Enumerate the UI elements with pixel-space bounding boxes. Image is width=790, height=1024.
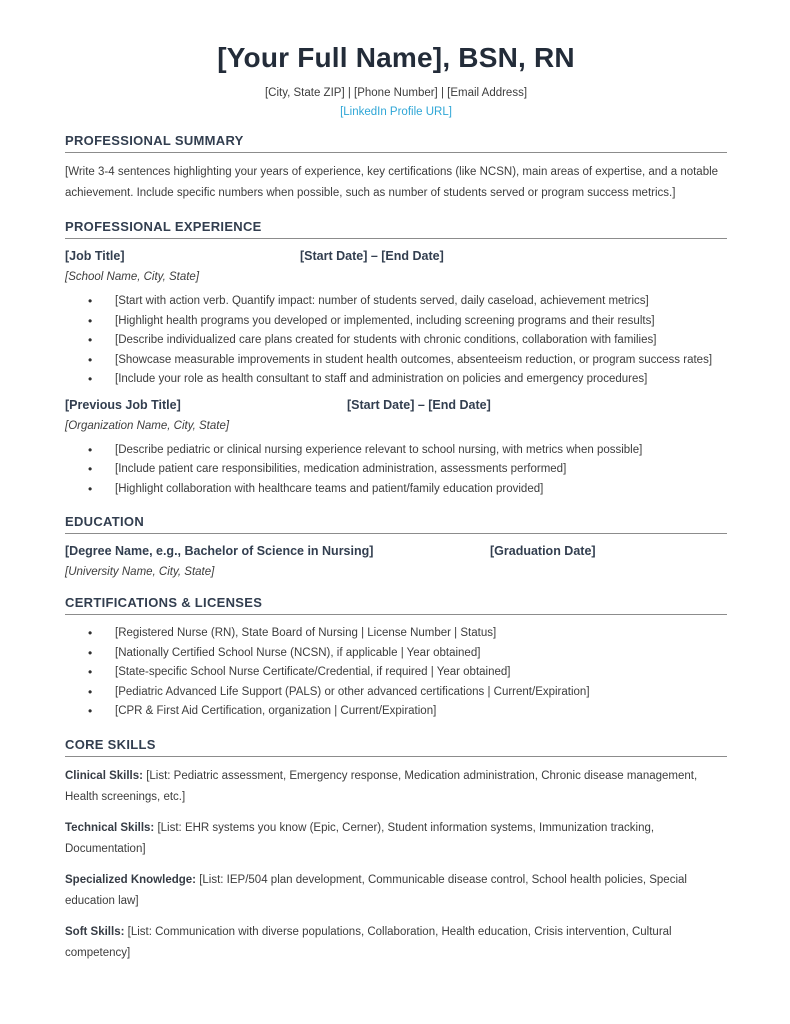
skill-text-clinical: [List: Pediatric assessment, Emergency response, Medication administration, Chronic disease management, Health screenings, etc.] bbox=[65, 769, 698, 803]
education-degree: [Degree Name, e.g., Bachelor of Science in Nursing] bbox=[65, 544, 374, 558]
linkedin-line bbox=[65, 106, 727, 118]
contact-line: [City, State ZIP] | [Phone Number] | [Email Address] bbox=[264, 87, 528, 99]
job-dates-1: [Start Date] – [End Date] bbox=[300, 249, 444, 263]
bullet-item: • [Include patient care responsibilities, medication administration, assessments performed] bbox=[115, 460, 727, 480]
section-heading-professional-summary: PROFESSIONAL SUMMARY bbox=[65, 133, 727, 153]
bullet-item: • [Highlight collaboration with healthcare teams and patient/family education provided] bbox=[115, 480, 727, 500]
section-heading-certifications: CERTIFICATIONS & LICENSES bbox=[65, 595, 727, 615]
linkedin-profile-link[interactable]: [LinkedIn Profile URL] bbox=[340, 106, 452, 118]
skill-text-technical: [List: EHR systems you know (Epic, Cerner), Student information systems, Immunization tracking, Documentation] bbox=[65, 821, 655, 855]
bullet-item: • [CPR & First Aid Certification, organization | Current/Expiration] bbox=[115, 702, 727, 722]
job-dates-2: [Start Date] – [End Date] bbox=[347, 397, 491, 412]
education-header bbox=[65, 543, 727, 560]
certification-bullets bbox=[65, 624, 727, 722]
education-school: [University Name, City, State] bbox=[65, 566, 215, 578]
page-title: [Your Full Name], BSN, RN bbox=[217, 42, 575, 73]
job-header-2 bbox=[65, 397, 727, 414]
job-bullets-1 bbox=[65, 292, 727, 390]
skill-text-soft: [List: Communication with diverse populations, Collaboration, Health education, Crisis intervention, Cultural competency] bbox=[65, 925, 672, 959]
skill-label-technical: Technical Skills: bbox=[65, 821, 155, 834]
job-bullets-2 bbox=[65, 441, 727, 500]
skill-text-specialized: [List: IEP/504 plan development, Communicable disease control, School health policies, Special education law] bbox=[65, 873, 687, 907]
bullet-item: • [Registered Nurse (RN), State Board of Nursing | License Number | Status] bbox=[115, 624, 727, 644]
bullet-item: • [Include your role as health consultant to staff and administration on policies and emergency procedures] bbox=[115, 370, 727, 390]
bullet-item: • [Describe individualized care plans created for students with chronic conditions, collaboration with families] bbox=[115, 331, 727, 351]
job-header-1 bbox=[65, 248, 727, 265]
job-title-1: [Job Title] bbox=[65, 249, 125, 263]
skill-soft bbox=[65, 922, 727, 964]
skill-label-soft: Soft Skills: bbox=[65, 925, 125, 938]
skill-label-clinical: Clinical Skills: bbox=[65, 769, 143, 782]
bullet-item: • [Start with action verb. Quantify impact: number of students served, daily caseload, achievement metrics] bbox=[115, 292, 727, 312]
job-org-1: [School Name, City, State] bbox=[65, 271, 200, 283]
skill-clinical bbox=[65, 766, 727, 808]
bullet-item: • [Showcase measurable improvements in student health outcomes, absenteeism reduction, or program success rates] bbox=[115, 351, 727, 371]
skill-technical bbox=[65, 818, 727, 860]
bullet-item: • [Pediatric Advanced Life Support (PALS) or other advanced certifications | Current/Expiration] bbox=[115, 683, 727, 703]
section-heading-professional-experience: PROFESSIONAL EXPERIENCE bbox=[65, 219, 727, 239]
bullet-item: • [Highlight health programs you developed or implemented, including screening programs and their results] bbox=[115, 312, 727, 332]
education-date: [Graduation Date] bbox=[490, 544, 596, 558]
bullet-item: • [Describe pediatric or clinical nursing experience relevant to school nursing, with metrics when possible] bbox=[115, 441, 727, 461]
bullet-item: • [State-specific School Nurse Certificate/Credential, if required | Year obtained] bbox=[115, 663, 727, 683]
skill-label-specialized: Specialized Knowledge: bbox=[65, 873, 196, 886]
job-org-2: [Organization Name, City, State] bbox=[65, 419, 230, 432]
section-heading-education: EDUCATION bbox=[65, 514, 727, 534]
summary-text: [Write 3-4 sentences highlighting your years of experience, key certifications (like NCSN), main areas of expertise, and a notable achievement. Include specific numbers when possible, such as number of students served or program success metrics.] bbox=[65, 166, 719, 199]
job-title-2: [Previous Job Title] bbox=[65, 397, 181, 412]
bullet-item: • [Nationally Certified School Nurse (NCSN), if applicable | Year obtained] bbox=[115, 644, 727, 664]
section-heading-core-skills: CORE SKILLS bbox=[65, 737, 727, 757]
skill-specialized bbox=[65, 870, 727, 912]
